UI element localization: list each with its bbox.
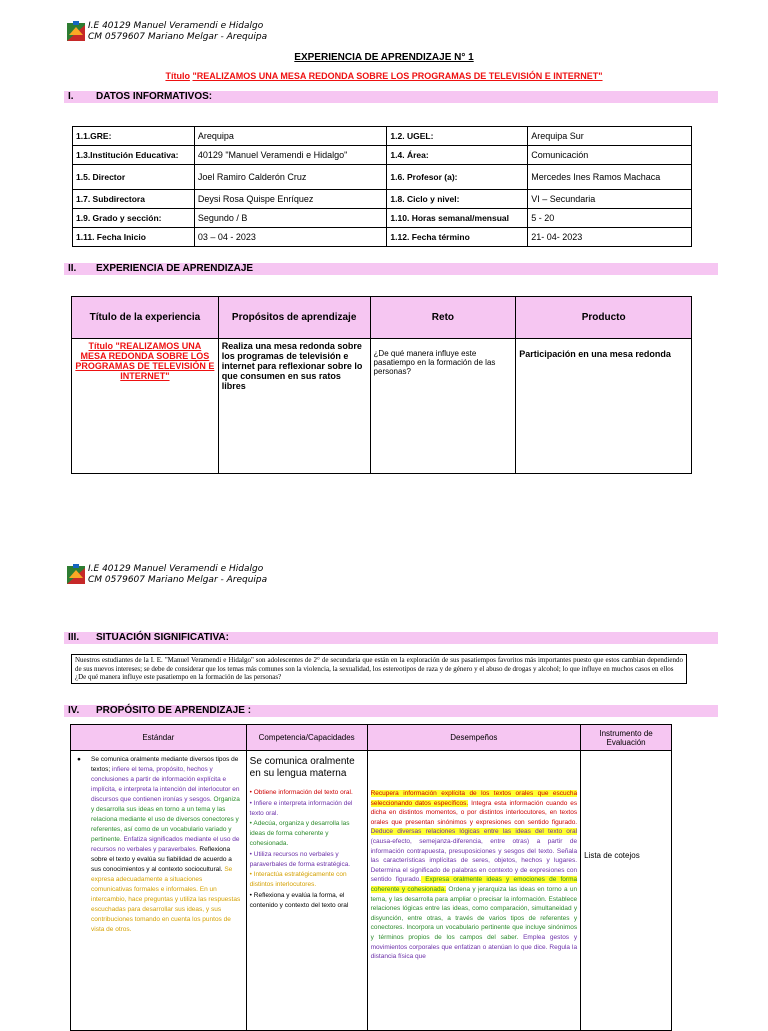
datos-row bbox=[73, 146, 692, 165]
bullet-icon: ● bbox=[77, 756, 81, 763]
exp-producto-cell: Participación en una mesa redonda bbox=[516, 339, 692, 474]
exp-header-producto: Producto bbox=[516, 297, 692, 339]
school-code-line2: CM 0579607 Mariano Melgar - Arequipa bbox=[88, 32, 268, 42]
text-run: • Obtiene información del texto oral. bbox=[249, 789, 353, 796]
situacion-text: Nuestros estudiantes de la I. E. "Manuel Veramendi e Hidalgo" son adolescentes de 2° de secundaria que están en la exploración de sus pasatiempos favoritos más importantes puesto que estos cambian dependiendo de sus nuevos intereses; se debe de considerar que los temas más comunes son la violencia, la sexualidad, los estereotipos de raza y de género y el abuso de drogas y alcohol; lo que influye en muchos casos en ellos bbox=[75, 656, 683, 673]
subtitle-text: "REALIZAMOS UNA MESA REDONDA SOBRE LOS PROGRAMAS DE TELEVISIÓN E INTERNET" bbox=[192, 71, 603, 81]
datos-value: Arequipa bbox=[194, 127, 387, 146]
exp-proposito-cell: Realiza una mesa redonda sobre los programas de televisión e internet para reflexionar sobre lo que consumen en sus ratos libres bbox=[218, 339, 370, 474]
exp-reto-cell: ¿De qué manera influye este pasatiempo en la formación de las personas? bbox=[370, 339, 516, 474]
text-run: Emplea gestos y movimientos corporales que enfatizan o atenúan lo que dice. Regula la distancia física que bbox=[370, 933, 578, 961]
text-run: Expresa oralmente ideas y emociones de forma coherente y cohesionada. bbox=[370, 876, 578, 893]
datos-value: Comunicación bbox=[528, 146, 692, 165]
text-run: • Adecúa, organiza y desarrolla las ideas de forma coherente y cohesionada. bbox=[249, 820, 350, 847]
capacidades-list bbox=[250, 788, 364, 911]
text-run: Se expresa adecuadamente a situaciones comunicativas formales e informales. En un intercambio, hace preguntas y utiliza las respuestas escuchadas para desarrollar sus ideas, y sus contribuciones tomando en cuenta los puntos de vista de otros. bbox=[91, 866, 241, 933]
text-run: Reflexiona sobre el texto y evalúa su fiabilidad de acuerdo a sus conocimientos y al contexto sociocultural. bbox=[91, 846, 232, 873]
prop-header-estandar: Estándar bbox=[71, 725, 247, 751]
competencia-title: Se comunica oralmente en su lengua materna bbox=[249, 756, 355, 779]
subtitle-prefix: Título bbox=[165, 71, 190, 81]
estandar-cell bbox=[71, 751, 247, 1031]
datos-label: 1.9. Grado y sección: bbox=[73, 209, 195, 228]
datos-label: 1.4. Área: bbox=[387, 146, 528, 165]
school-logo-icon bbox=[67, 21, 85, 41]
datos-value: 5 - 20 bbox=[528, 209, 692, 228]
text-run: Integra esta información cuando es dicha en distintos momentos, o por distintos interlocutores, en textos orales que presentan sinónimos y expresiones con sentido figurado. bbox=[370, 799, 578, 826]
prop-header-desempenos: Desempeños bbox=[367, 725, 581, 751]
section-1-number: I. bbox=[68, 91, 74, 102]
desempenos-text bbox=[371, 789, 578, 962]
datos-label: 1.6. Profesor (a): bbox=[387, 165, 528, 190]
section-1-bar bbox=[64, 91, 718, 103]
text-run: • Infiere e interpreta información del texto oral. bbox=[249, 799, 353, 817]
datos-value: VI – Secundaria bbox=[528, 190, 692, 209]
section-3-number: III. bbox=[68, 632, 80, 643]
datos-row bbox=[73, 209, 692, 228]
section-4-number: IV. bbox=[68, 705, 80, 716]
datos-label: 1.1.GRE: bbox=[73, 127, 195, 146]
school-logo-icon bbox=[67, 564, 85, 584]
datos-value: Deysi Rosa Quispe Enríquez bbox=[194, 190, 387, 209]
experiencia-table bbox=[71, 296, 692, 474]
datos-row bbox=[73, 190, 692, 209]
section-2-number: II. bbox=[68, 263, 77, 274]
datos-label: 1.2. UGEL: bbox=[387, 127, 528, 146]
datos-label: 1.7. Subdirectora bbox=[73, 190, 195, 209]
desempenos-cell bbox=[367, 751, 581, 1031]
exp-titulo-cell: Título "REALIZAMOS UNA MESA REDONDA SOBRE LOS PROGRAMAS DE TELEVISIÓN E INTERNET" bbox=[72, 339, 219, 474]
datos-value: 21- 04- 2023 bbox=[528, 228, 692, 247]
section-3-label: SITUACIÓN SIGNIFICATIVA: bbox=[96, 632, 229, 643]
datos-label: 1.11. Fecha Inicio bbox=[73, 228, 195, 247]
proposito-table bbox=[70, 724, 672, 1031]
document-subtitle bbox=[0, 71, 768, 81]
text-run: (causa-efecto, semejanza-diferencia, entre otras) a partir de información contrapuesta, presuposiciones y sesgos del texto. Señala las características implícitas de seres, objetos, hechos y lugares. Determina el significado de palabras en contexto y de expresiones con sentido figurado. bbox=[370, 837, 578, 884]
text-run: • Utiliza recursos no verbales y paraverbales de forma estratégica. bbox=[249, 850, 351, 868]
text-run: Recupera información explícita de los textos orales que escucha seleccionando datos específicos. bbox=[370, 790, 578, 807]
section-4-label: PROPÓSITO DE APRENDIZAJE : bbox=[96, 705, 252, 716]
situacion-question: ¿De qué manera influye este pasatiempo en la formación de las personas? bbox=[75, 673, 282, 681]
datos-label: 1.5. Director bbox=[73, 165, 195, 190]
school-name-line1-p2: I.E 40129 Manuel Veramendi e Hidalgo bbox=[88, 564, 264, 574]
datos-label: 1.8. Ciclo y nivel: bbox=[387, 190, 528, 209]
datos-row bbox=[73, 165, 692, 190]
text-run: Se comunica oralmente mediante diversos tipos de textos; bbox=[91, 756, 239, 773]
prop-header-instrumento: Instrumento de Evaluación bbox=[581, 725, 672, 751]
school-code-line2-p2: CM 0579607 Mariano Melgar - Arequipa bbox=[88, 575, 268, 585]
section-1-label: DATOS INFORMATIVOS: bbox=[96, 91, 213, 102]
text-run: Deduce diversas relaciones lógicas entre las ideas del texto oral bbox=[370, 828, 578, 836]
text-run: • Reflexiona y evalúa la forma, el contenido y contexto del texto oral bbox=[249, 891, 349, 909]
section-2-bar bbox=[64, 263, 718, 275]
datos-value: Mercedes Ines Ramos Machaca bbox=[528, 165, 692, 190]
document-title: EXPERIENCIA DE APRENDIZAJE N° 1 bbox=[294, 52, 474, 63]
school-name-line1: I.E 40129 Manuel Veramendi e Hidalgo bbox=[88, 21, 264, 31]
exp-header-reto: Reto bbox=[370, 297, 516, 339]
text-run: Ordena y jerarquiza las ideas en torno a un tema, y las desarrolla para ampliar o precisar la información. Establece relaciones lógicas entre las ideas, como comparación, simultaneidad y disyunción, entre otras, a través de varios tipos de referentes y conectores. Incorpora un vocabulario pertinente que incluye sinónimos y términos propios de los campos del saber. bbox=[370, 885, 578, 941]
competencia-cell bbox=[246, 751, 367, 1031]
instrumento-cell: Lista de cotejos bbox=[581, 751, 672, 1031]
datos-value: 03 – 04 - 2023 bbox=[194, 228, 387, 247]
situacion-box bbox=[71, 654, 687, 684]
datos-value: Joel Ramiro Calderón Cruz bbox=[194, 165, 387, 190]
exp-header-titulo: Título de la experiencia bbox=[72, 297, 219, 339]
datos-label: 1.3.Institución Educativa: bbox=[73, 146, 195, 165]
section-2-label: EXPERIENCIA DE APRENDIZAJE bbox=[96, 263, 254, 274]
datos-label: 1.10. Horas semanal/mensual bbox=[387, 209, 528, 228]
prop-header-competencia: Competencia/Capacidades bbox=[246, 725, 367, 751]
datos-value: Arequipa Sur bbox=[528, 127, 692, 146]
datos-value: Segundo / B bbox=[194, 209, 387, 228]
text-run: • Interactúa estratégicamente con distintos interlocutores. bbox=[249, 871, 347, 889]
section-4-bar bbox=[64, 705, 718, 717]
datos-table bbox=[72, 126, 692, 247]
text-run: infiere el tema, propósito, hechos y conclusiones a partir de información explícita e implícita, e interpreta la intención del interlocutor en discursos que contienen ironías y sesgos. bbox=[91, 766, 240, 803]
section-3-bar bbox=[64, 632, 718, 644]
datos-row bbox=[73, 127, 692, 146]
datos-label: 1.12. Fecha término bbox=[387, 228, 528, 247]
exp-header-proposito: Propósitos de aprendizaje bbox=[218, 297, 370, 339]
datos-row bbox=[73, 228, 692, 247]
datos-value: 40129 "Manuel Veramendi e Hidalgo" bbox=[194, 146, 387, 165]
text-run: Enfatiza significados mediante el uso de recursos no verbales y paraverbales. bbox=[91, 836, 240, 853]
estandar-text bbox=[91, 755, 243, 935]
text-run: Organiza y desarrolla sus ideas en torno a un tema y las relaciona mediante el uso de diversos conectores y referentes, así como de un vocabulario variado y pertinente. bbox=[91, 796, 240, 843]
